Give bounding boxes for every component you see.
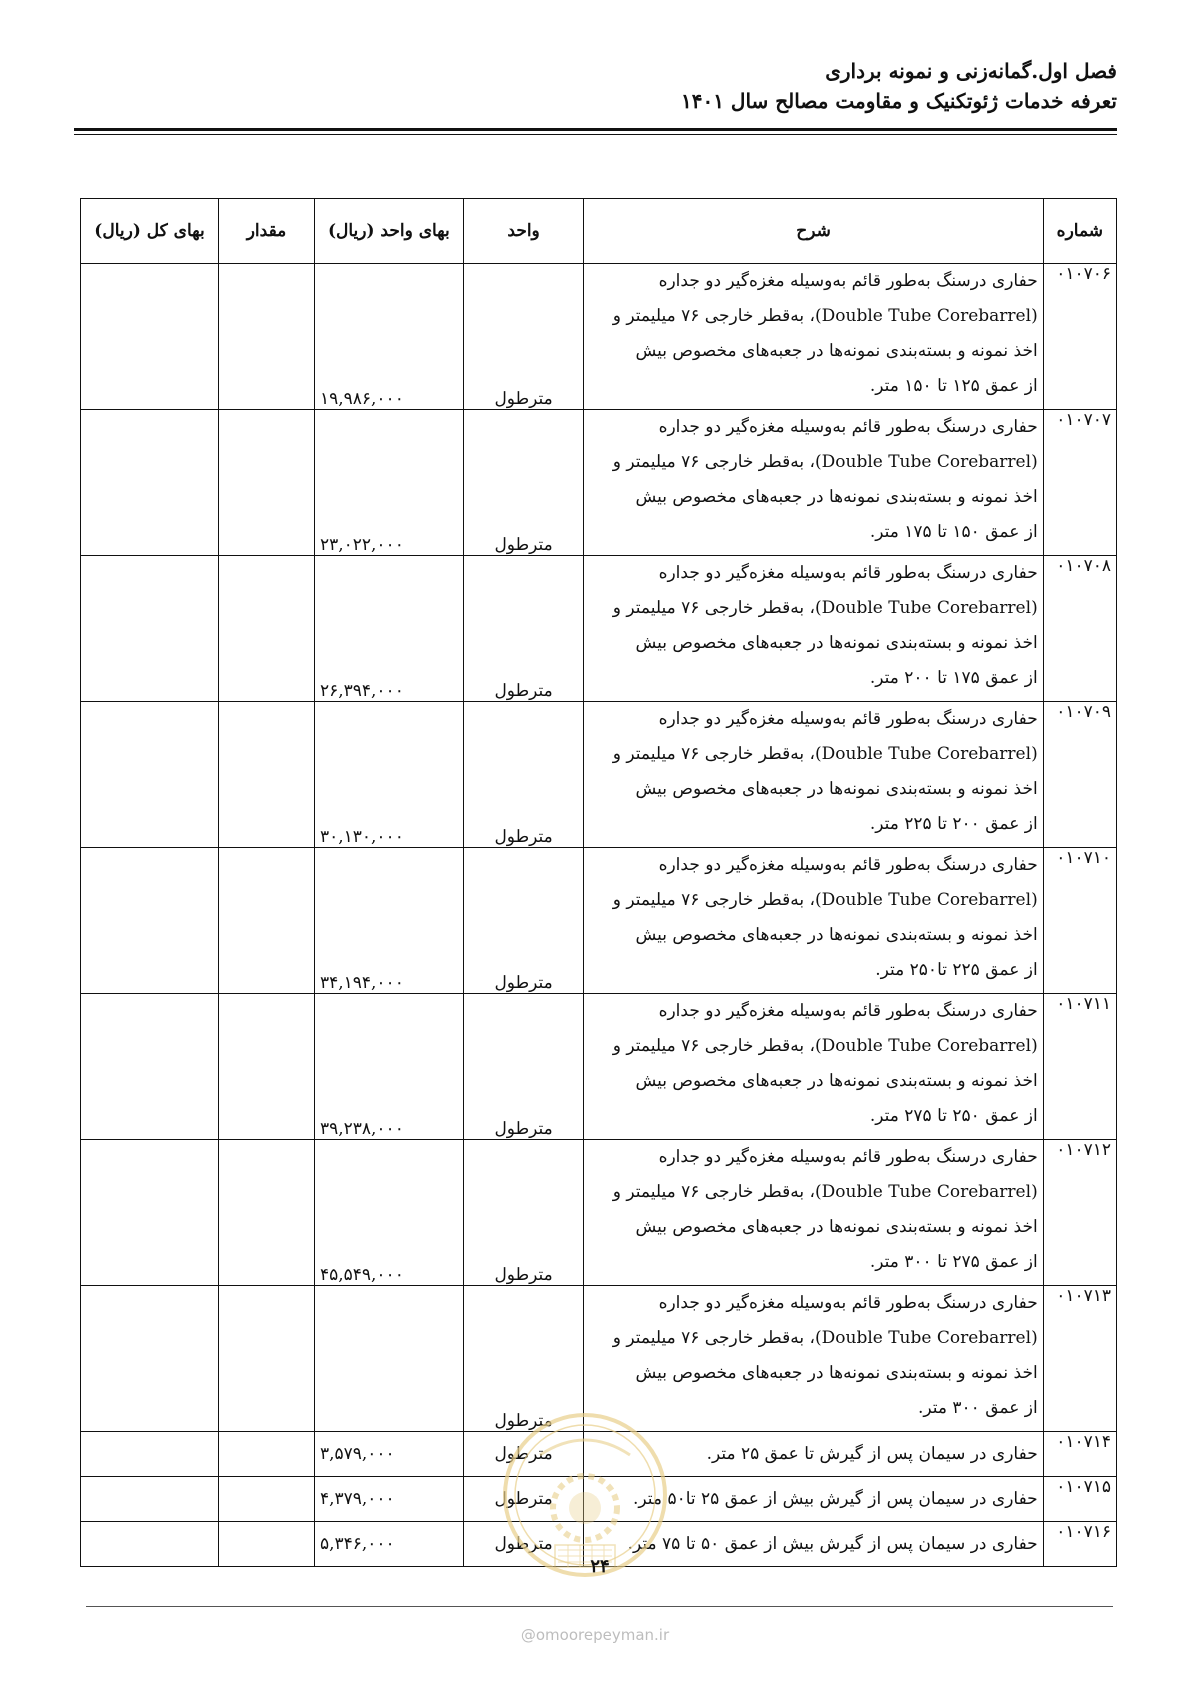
table-row bbox=[81, 556, 1117, 702]
item-description: حفاری در سیمان پس از گیرش بیش از عمق ۲۵ تا۵۰ متر. bbox=[584, 1477, 1043, 1522]
header-quantity: مقدار bbox=[219, 199, 315, 264]
description-line: حفاری درسنگ به‌طور قائم به‌وسیله مغزه‌گیر دو جداره bbox=[658, 417, 1038, 437]
header-unit-price: بهای واحد (ریال) bbox=[314, 199, 463, 264]
item-unit: مترطول bbox=[463, 556, 584, 702]
item-total bbox=[81, 1286, 219, 1432]
item-total bbox=[81, 1522, 219, 1567]
item-unit: مترطول bbox=[463, 1286, 584, 1432]
description-line: از عمق ۱۷۵ تا ۲۰۰ متر. bbox=[869, 668, 1038, 688]
description-line: اخذ نمونه و بسته‌بندی نمونه‌ها در جعبه‌های مخصوص بیش bbox=[635, 779, 1038, 799]
unit-price-value: ۴,۳۷۹,۰۰۰ bbox=[319, 1489, 395, 1509]
item-quantity bbox=[219, 1522, 315, 1567]
item-unit: مترطول bbox=[463, 702, 584, 848]
item-unit-price bbox=[314, 1286, 463, 1432]
description-line: حفاری درسنگ به‌طور قائم به‌وسیله مغزه‌گیر دو جداره bbox=[658, 1001, 1038, 1021]
item-unit: مترطول bbox=[463, 1432, 584, 1477]
description-line: (Double Tube Corebarrel)، به‌قطر خارجی ۷۶ میلیمتر و bbox=[612, 452, 1038, 472]
item-unit-price bbox=[314, 264, 463, 410]
item-number: ۰۱۰۷۱۶ bbox=[1043, 1522, 1116, 1567]
table-header-row bbox=[81, 199, 1117, 264]
unit-price-value: ۳۰,۱۳۰,۰۰۰ bbox=[319, 827, 404, 847]
description-line: حفاری درسنگ به‌طور قائم به‌وسیله مغزه‌گیر دو جداره bbox=[658, 563, 1038, 583]
document-subtitle: تعرفه خدمات ژئوتکنیک و مقاومت مصالح سال ۱۴۰۱ bbox=[680, 89, 1117, 113]
item-unit-price bbox=[314, 1140, 463, 1286]
item-total bbox=[81, 702, 219, 848]
header-number: شماره bbox=[1043, 199, 1116, 264]
description-line: از عمق ۲۵۰ تا ۲۷۵ متر. bbox=[869, 1106, 1038, 1126]
item-quantity bbox=[219, 264, 315, 410]
item-total bbox=[81, 848, 219, 994]
item-quantity bbox=[219, 410, 315, 556]
page-number: ۲۴ bbox=[590, 1556, 610, 1577]
description-line: (Double Tube Corebarrel)، به‌قطر خارجی ۷۶ میلیمتر و bbox=[612, 598, 1038, 618]
description-line: حفاری درسنگ به‌طور قائم به‌وسیله مغزه‌گیر دو جداره bbox=[658, 271, 1038, 291]
description-line: اخذ نمونه و بسته‌بندی نمونه‌ها در جعبه‌های مخصوص بیش bbox=[635, 1071, 1038, 1091]
description-line: از عمق ۱۲۵ تا ۱۵۰ متر. bbox=[869, 376, 1038, 396]
unit-price-value: ۴۵,۵۴۹,۰۰۰ bbox=[319, 1265, 404, 1285]
item-number: ۰۱۰۷۱۵ bbox=[1043, 1477, 1116, 1522]
item-number: ۰۱۰۷۱۲ bbox=[1043, 1140, 1116, 1286]
tariff-table bbox=[80, 198, 1117, 1567]
description-line: از عمق ۳۰۰ متر. bbox=[917, 1398, 1038, 1418]
item-unit: مترطول bbox=[463, 994, 584, 1140]
item-unit: مترطول bbox=[463, 1522, 584, 1567]
page-header bbox=[74, 56, 1117, 136]
description-line: حفاری درسنگ به‌طور قائم به‌وسیله مغزه‌گیر دو جداره bbox=[658, 855, 1038, 875]
description-line: (Double Tube Corebarrel)، به‌قطر خارجی ۷۶ میلیمتر و bbox=[612, 1182, 1038, 1202]
unit-price-value: ۲۶,۳۹۴,۰۰۰ bbox=[319, 681, 404, 701]
item-unit: مترطول bbox=[463, 1477, 584, 1522]
item-quantity bbox=[219, 1286, 315, 1432]
header-rule-thin bbox=[74, 134, 1117, 135]
item-unit-price bbox=[314, 410, 463, 556]
item-number: ۰۱۰۷۱۰ bbox=[1043, 848, 1116, 994]
description-line: (Double Tube Corebarrel)، به‌قطر خارجی ۷۶ میلیمتر و bbox=[612, 744, 1038, 764]
seal-stamp-icon bbox=[500, 1410, 670, 1580]
description-line: اخذ نمونه و بسته‌بندی نمونه‌ها در جعبه‌های مخصوص بیش bbox=[635, 1217, 1038, 1237]
unit-price-value: ۳,۵۷۹,۰۰۰ bbox=[319, 1444, 395, 1464]
item-total bbox=[81, 556, 219, 702]
item-quantity bbox=[219, 1140, 315, 1286]
description-line: حفاری درسنگ به‌طور قائم به‌وسیله مغزه‌گیر دو جداره bbox=[658, 1293, 1038, 1313]
description-line: اخذ نمونه و بسته‌بندی نمونه‌ها در جعبه‌های مخصوص بیش bbox=[635, 633, 1038, 653]
item-number: ۰۱۰۷۱۱ bbox=[1043, 994, 1116, 1140]
item-unit-price bbox=[314, 1432, 463, 1477]
item-unit: مترطول bbox=[463, 410, 584, 556]
item-total bbox=[81, 264, 219, 410]
description-line: اخذ نمونه و بسته‌بندی نمونه‌ها در جعبه‌های مخصوص بیش bbox=[635, 925, 1038, 945]
item-number: ۰۱۰۷۰۸ bbox=[1043, 556, 1116, 702]
footer-rule bbox=[86, 1606, 1113, 1607]
item-description: حفاری در سیمان پس از گیرش بیش از عمق ۵۰ تا ۷۵ متر. bbox=[584, 1522, 1043, 1567]
header-unit: واحد bbox=[463, 199, 584, 264]
description-line: (Double Tube Corebarrel)، به‌قطر خارجی ۷۶ میلیمتر و bbox=[612, 1328, 1038, 1348]
item-number: ۰۱۰۷۰۹ bbox=[1043, 702, 1116, 848]
item-unit-price bbox=[314, 848, 463, 994]
item-unit: مترطول bbox=[463, 264, 584, 410]
description-line: از عمق ۲۰۰ تا ۲۲۵ متر. bbox=[869, 814, 1038, 834]
description-line: از عمق ۲۷۵ تا ۳۰۰ متر. bbox=[869, 1252, 1038, 1272]
item-description bbox=[584, 556, 1043, 702]
item-description bbox=[584, 994, 1043, 1140]
table-row bbox=[81, 702, 1117, 848]
header-total-price: بهای کل (ریال) bbox=[81, 199, 219, 264]
item-number: ۰۱۰۷۰۷ bbox=[1043, 410, 1116, 556]
unit-price-value: ۲۳,۰۲۲,۰۰۰ bbox=[319, 535, 404, 555]
header-rule-thick bbox=[74, 128, 1117, 131]
description-line: (Double Tube Corebarrel)، به‌قطر خارجی ۷۶ میلیمتر و bbox=[612, 890, 1038, 910]
watermark-url: @omoorepeyman.ir bbox=[520, 1626, 670, 1644]
description-line: از عمق ۲۲۵ تا۲۵۰ متر. bbox=[875, 960, 1038, 980]
table-row bbox=[81, 410, 1117, 556]
item-description bbox=[584, 264, 1043, 410]
item-unit: مترطول bbox=[463, 1140, 584, 1286]
unit-price-value: ۳۴,۱۹۴,۰۰۰ bbox=[319, 973, 404, 993]
item-unit: مترطول bbox=[463, 848, 584, 994]
table-row bbox=[81, 994, 1117, 1140]
item-unit-price bbox=[314, 1477, 463, 1522]
description-line: اخذ نمونه و بسته‌بندی نمونه‌ها در جعبه‌های مخصوص بیش bbox=[635, 341, 1038, 361]
unit-price-value: ۱۹,۹۸۶,۰۰۰ bbox=[319, 389, 404, 409]
unit-price-value: ۵,۳۴۶,۰۰۰ bbox=[319, 1534, 395, 1554]
item-number: ۰۱۰۷۱۳ bbox=[1043, 1286, 1116, 1432]
item-total bbox=[81, 1477, 219, 1522]
item-number: ۰۱۰۷۰۶ bbox=[1043, 264, 1116, 410]
item-unit-price bbox=[314, 1522, 463, 1567]
description-line: اخذ نمونه و بسته‌بندی نمونه‌ها در جعبه‌های مخصوص بیش bbox=[635, 1363, 1038, 1383]
item-quantity bbox=[219, 848, 315, 994]
item-total bbox=[81, 994, 219, 1140]
description-line: (Double Tube Corebarrel)، به‌قطر خارجی ۷۶ میلیمتر و bbox=[612, 306, 1038, 326]
item-unit-price bbox=[314, 702, 463, 848]
item-total bbox=[81, 410, 219, 556]
item-quantity bbox=[219, 994, 315, 1140]
unit-price-value: ۳۹,۲۳۸,۰۰۰ bbox=[319, 1119, 404, 1139]
item-quantity bbox=[219, 556, 315, 702]
description-line: (Double Tube Corebarrel)، به‌قطر خارجی ۷۶ میلیمتر و bbox=[612, 1036, 1038, 1056]
description-line: حفاری درسنگ به‌طور قائم به‌وسیله مغزه‌گیر دو جداره bbox=[658, 1147, 1038, 1167]
item-total bbox=[81, 1140, 219, 1286]
item-number: ۰۱۰۷۱۴ bbox=[1043, 1432, 1116, 1477]
chapter-title: فصل اول.گمانه‌زنی و نمونه برداری bbox=[825, 59, 1117, 83]
item-description: حفاری در سیمان پس از گیرش تا عمق ۲۵ متر. bbox=[584, 1432, 1043, 1477]
table-row bbox=[81, 848, 1117, 994]
table-row bbox=[81, 264, 1117, 410]
description-line: حفاری درسنگ به‌طور قائم به‌وسیله مغزه‌گیر دو جداره bbox=[658, 709, 1038, 729]
item-description bbox=[584, 1140, 1043, 1286]
item-quantity bbox=[219, 1477, 315, 1522]
table-row bbox=[81, 1140, 1117, 1286]
header-description: شرح bbox=[584, 199, 1043, 264]
item-unit-price bbox=[314, 556, 463, 702]
description-line: از عمق ۱۵۰ تا ۱۷۵ متر. bbox=[869, 522, 1038, 542]
item-description bbox=[584, 410, 1043, 556]
item-description bbox=[584, 702, 1043, 848]
description-line: اخذ نمونه و بسته‌بندی نمونه‌ها در جعبه‌های مخصوص بیش bbox=[635, 487, 1038, 507]
item-unit-price bbox=[314, 994, 463, 1140]
item-quantity bbox=[219, 1432, 315, 1477]
item-description bbox=[584, 848, 1043, 994]
item-quantity bbox=[219, 702, 315, 848]
item-total bbox=[81, 1432, 219, 1477]
